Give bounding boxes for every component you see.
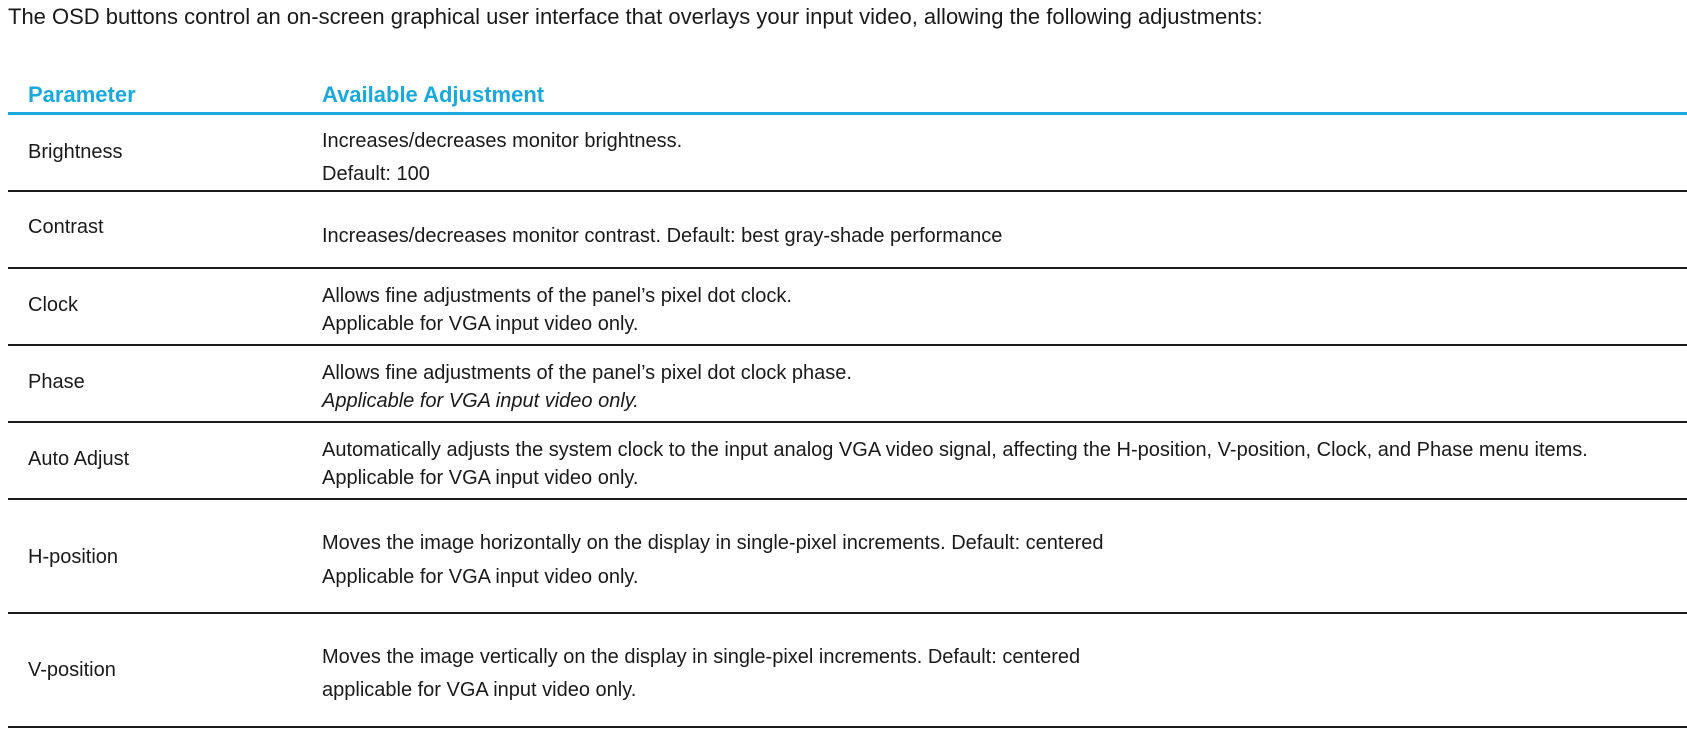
adj-auto-adjust-line2: Applicable for VGA input video only. xyxy=(322,467,639,489)
param-auto-adjust: Auto Adjust xyxy=(28,448,130,470)
adj-contrast-line1: Increases/decreases monitor contrast. Default: best gray-shade performance xyxy=(322,225,1003,247)
adj-h-position-line1: Moves the image horizontally on the display in single-pixel increments. Default: centered xyxy=(322,532,1104,554)
adj-v-position-line2: applicable for VGA input video only. xyxy=(322,679,637,701)
adj-v-position-line1: Moves the image vertically on the display in single-pixel increments. Default: centered xyxy=(322,646,1081,668)
param-phase: Phase xyxy=(28,371,85,393)
param-h-position: H-position xyxy=(28,546,119,568)
intro-text: The OSD buttons control an on-screen graphical user interface that overlays your input video, allowing the following adjustments: xyxy=(8,4,1263,29)
param-clock: Clock xyxy=(28,294,79,316)
param-v-position: V-position xyxy=(28,659,116,681)
adj-clock-line2: Applicable for VGA input video only. xyxy=(322,313,639,335)
header-parameter: Parameter xyxy=(28,82,136,107)
table-row-h-position xyxy=(8,500,1687,614)
table-row-contrast xyxy=(8,192,1687,269)
param-contrast: Contrast xyxy=(28,216,104,238)
header-adjustment: Available Adjustment xyxy=(322,82,545,107)
table-row-phase xyxy=(8,346,1687,423)
table-row-auto-adjust xyxy=(8,423,1687,500)
adj-phase-line2: Applicable for VGA input video only. xyxy=(322,390,639,412)
table-row-clock xyxy=(8,269,1687,346)
adj-h-position-line2: Applicable for VGA input video only. xyxy=(322,566,639,588)
adj-brightness-line2: Default: 100 xyxy=(322,163,430,185)
table-header xyxy=(8,80,1687,115)
table-row-brightness xyxy=(8,115,1687,192)
adj-brightness-line1: Increases/decreases monitor brightness. xyxy=(322,130,683,152)
adj-auto-adjust-line1: Automatically adjusts the system clock to the input analog VGA video signal, affecting the H-position, V-position, Clock, and Phase menu items. xyxy=(322,439,1588,461)
param-brightness: Brightness xyxy=(28,141,123,163)
adj-phase-line1: Allows fine adjustments of the panel’s pixel dot clock phase. xyxy=(322,362,852,384)
table-row-v-position xyxy=(8,614,1687,728)
adj-clock-line1: Allows fine adjustments of the panel’s pixel dot clock. xyxy=(322,285,792,307)
